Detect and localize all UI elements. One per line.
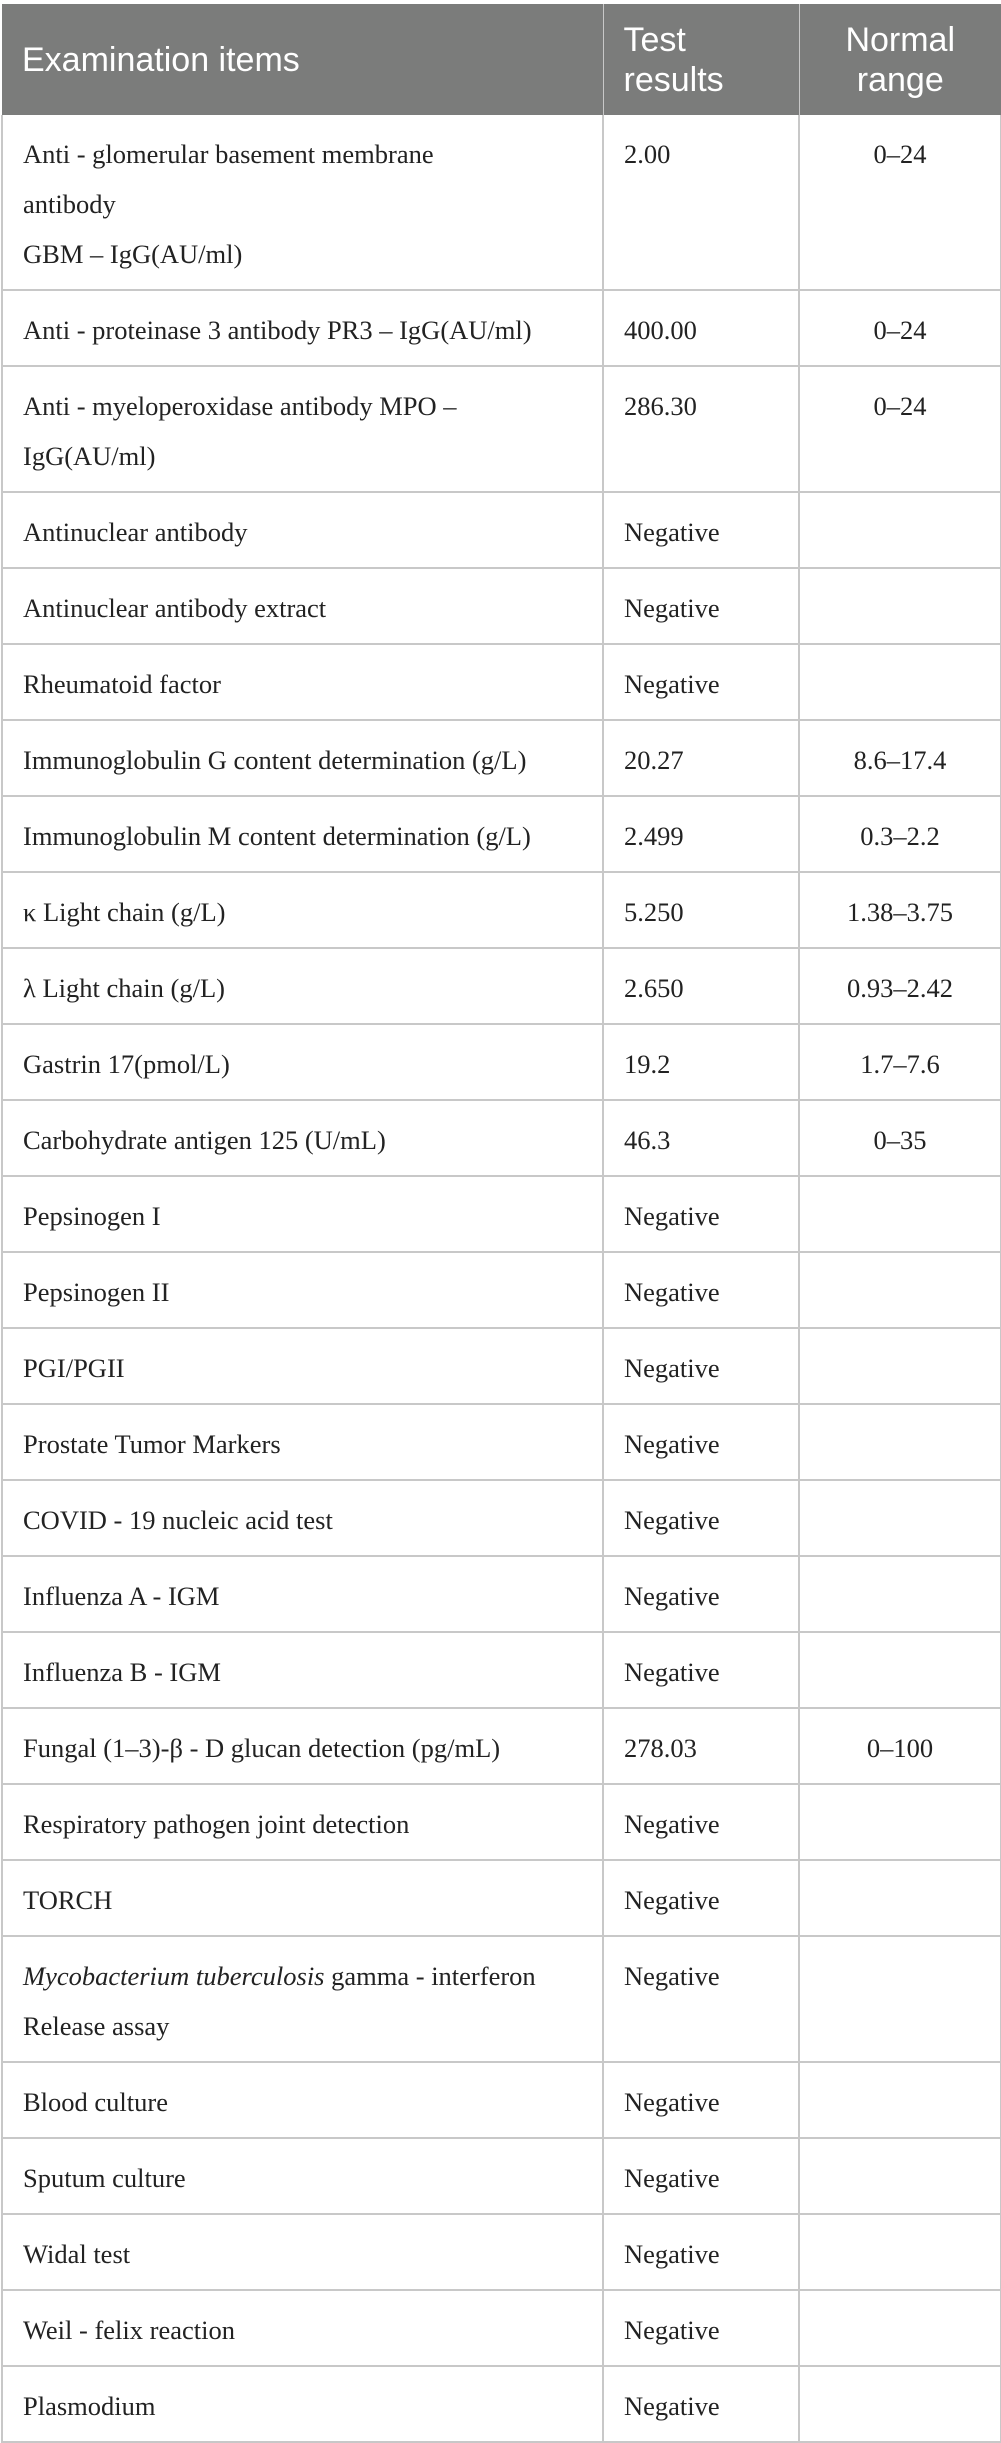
item-text-line: Plasmodium bbox=[23, 2391, 156, 2421]
cell-test-result: 286.30 bbox=[603, 366, 799, 492]
table-row bbox=[2, 492, 1001, 568]
cell-test-result: 2.00 bbox=[603, 115, 799, 290]
cell-test-result: Negative bbox=[603, 1556, 799, 1632]
cell-normal-range bbox=[799, 2290, 1001, 2366]
cell-normal-range bbox=[799, 644, 1001, 720]
header-row bbox=[2, 4, 1001, 115]
cell-test-result: 2.499 bbox=[603, 796, 799, 872]
item-text-line: IgG(AU/ml) bbox=[23, 441, 156, 471]
item-text-line: Influenza B - IGM bbox=[23, 1657, 221, 1687]
cell-normal-range: 0–100 bbox=[799, 1708, 1001, 1784]
cell-normal-range: 0.3–2.2 bbox=[799, 796, 1001, 872]
cell-test-result: 46.3 bbox=[603, 1100, 799, 1176]
cell-normal-range: 0–35 bbox=[799, 1100, 1001, 1176]
item-text-line: antibody bbox=[23, 189, 116, 219]
cell-normal-range bbox=[799, 1328, 1001, 1404]
item-text-line: Blood culture bbox=[23, 2087, 168, 2117]
item-text-line: Gastrin 17(pmol/L) bbox=[23, 1049, 230, 1079]
table-row bbox=[2, 720, 1001, 796]
table-row bbox=[2, 115, 1001, 290]
cell-examination-item bbox=[2, 1100, 603, 1176]
cell-normal-range bbox=[799, 1632, 1001, 1708]
item-text-line: Anti - myeloperoxidase antibody MPO – bbox=[23, 391, 457, 421]
table-row bbox=[2, 872, 1001, 948]
cell-test-result: 19.2 bbox=[603, 1024, 799, 1100]
cell-test-result: Negative bbox=[603, 1632, 799, 1708]
cell-normal-range bbox=[799, 2366, 1001, 2442]
table-row bbox=[2, 2138, 1001, 2214]
cell-normal-range bbox=[799, 1556, 1001, 1632]
cell-test-result: Negative bbox=[603, 2062, 799, 2138]
item-text-line: Pepsinogen II bbox=[23, 1277, 170, 1307]
cell-normal-range: 8.6–17.4 bbox=[799, 720, 1001, 796]
cell-test-result: Negative bbox=[603, 2290, 799, 2366]
item-text-line: Respiratory pathogen joint detection bbox=[23, 1809, 410, 1839]
cell-examination-item bbox=[2, 1404, 603, 1480]
item-text-line bbox=[23, 1951, 582, 2001]
item-text-line: Fungal (1–3)-β - D glucan detection (pg/mL) bbox=[23, 1733, 501, 1763]
item-text-line: λ Light chain (g/L) bbox=[23, 973, 225, 1003]
cell-test-result: 5.250 bbox=[603, 872, 799, 948]
cell-examination-item bbox=[2, 1176, 603, 1252]
cell-test-result: 278.03 bbox=[603, 1708, 799, 1784]
table-row bbox=[2, 1860, 1001, 1936]
header-range-line2: range bbox=[856, 60, 944, 99]
cell-normal-range bbox=[799, 1252, 1001, 1328]
item-text-line: Immunoglobulin G content determination (g/L) bbox=[23, 745, 527, 775]
header-examination-items bbox=[2, 4, 603, 115]
cell-normal-range bbox=[799, 2138, 1001, 2214]
cell-examination-item bbox=[2, 366, 603, 492]
cell-examination-item bbox=[2, 1556, 603, 1632]
table-row bbox=[2, 1328, 1001, 1404]
item-text-line: Antinuclear antibody bbox=[23, 517, 248, 547]
cell-test-result: Negative bbox=[603, 2138, 799, 2214]
table-row bbox=[2, 1480, 1001, 1556]
header-result-line2: results bbox=[623, 60, 724, 99]
item-text-line: Sputum culture bbox=[23, 2163, 186, 2193]
table-row bbox=[2, 568, 1001, 644]
table-row bbox=[2, 2062, 1001, 2138]
table-row bbox=[2, 644, 1001, 720]
cell-examination-item bbox=[2, 492, 603, 568]
header-item-text: Examination items bbox=[22, 40, 300, 79]
cell-normal-range: 0.93–2.42 bbox=[799, 948, 1001, 1024]
cell-test-result: Negative bbox=[603, 2214, 799, 2290]
table-row bbox=[2, 1404, 1001, 1480]
item-text-line: Anti - proteinase 3 antibody PR3 – IgG(AU/ml) bbox=[23, 315, 532, 345]
cell-normal-range bbox=[799, 2214, 1001, 2290]
cell-normal-range: 1.38–3.75 bbox=[799, 872, 1001, 948]
cell-examination-item bbox=[2, 290, 603, 366]
cell-examination-item bbox=[2, 644, 603, 720]
cell-normal-range: 1.7–7.6 bbox=[799, 1024, 1001, 1100]
cell-test-result: Negative bbox=[603, 1936, 799, 2062]
cell-examination-item bbox=[2, 2138, 603, 2214]
header-normal-range bbox=[799, 4, 1001, 115]
cell-test-result: Negative bbox=[603, 2366, 799, 2442]
cell-normal-range: 0–24 bbox=[799, 290, 1001, 366]
item-text-line: Prostate Tumor Markers bbox=[23, 1429, 281, 1459]
cell-normal-range bbox=[799, 1404, 1001, 1480]
cell-test-result: Negative bbox=[603, 492, 799, 568]
cell-examination-item bbox=[2, 1024, 603, 1100]
item-text-line: Antinuclear antibody extract bbox=[23, 593, 327, 623]
table-header bbox=[2, 4, 1001, 115]
cell-normal-range bbox=[799, 1860, 1001, 1936]
cell-examination-item bbox=[2, 1860, 603, 1936]
table-row bbox=[2, 1556, 1001, 1632]
item-text-line: COVID - 19 nucleic acid test bbox=[23, 1505, 333, 1535]
header-result-line1: Test bbox=[623, 20, 686, 59]
table-row bbox=[2, 1024, 1001, 1100]
item-text-line: TORCH bbox=[23, 1885, 113, 1915]
cell-normal-range bbox=[799, 568, 1001, 644]
item-text-line: Weil - felix reaction bbox=[23, 2315, 235, 2345]
cell-test-result: Negative bbox=[603, 1404, 799, 1480]
cell-normal-range bbox=[799, 1784, 1001, 1860]
table-row bbox=[2, 1784, 1001, 1860]
cell-test-result: Negative bbox=[603, 1252, 799, 1328]
cell-normal-range bbox=[799, 1480, 1001, 1556]
cell-examination-item bbox=[2, 872, 603, 948]
item-text-line: Release assay bbox=[23, 2011, 170, 2041]
table-body bbox=[2, 115, 1001, 2442]
cell-test-result: Negative bbox=[603, 1176, 799, 1252]
table-row bbox=[2, 948, 1001, 1024]
cell-test-result: Negative bbox=[603, 1784, 799, 1860]
table-row bbox=[2, 796, 1001, 872]
table-row bbox=[2, 2290, 1001, 2366]
cell-examination-item bbox=[2, 720, 603, 796]
cell-examination-item bbox=[2, 568, 603, 644]
table-row bbox=[2, 290, 1001, 366]
header-test-results bbox=[603, 4, 799, 115]
cell-normal-range bbox=[799, 1176, 1001, 1252]
cell-examination-item bbox=[2, 1480, 603, 1556]
cell-test-result: 2.650 bbox=[603, 948, 799, 1024]
item-text-line: Pepsinogen I bbox=[23, 1201, 161, 1231]
cell-examination-item bbox=[2, 1252, 603, 1328]
cell-examination-item bbox=[2, 1936, 603, 2062]
cell-test-result: Negative bbox=[603, 644, 799, 720]
cell-normal-range bbox=[799, 2062, 1001, 2138]
cell-examination-item bbox=[2, 1708, 603, 1784]
cell-test-result: 400.00 bbox=[603, 290, 799, 366]
table-row bbox=[2, 1632, 1001, 1708]
cell-normal-range bbox=[799, 1936, 1001, 2062]
table-row bbox=[2, 1100, 1001, 1176]
cell-examination-item bbox=[2, 1784, 603, 1860]
cell-examination-item bbox=[2, 2290, 603, 2366]
item-text-line: GBM – IgG(AU/ml) bbox=[23, 239, 243, 269]
table-row bbox=[2, 1936, 1001, 2062]
cell-examination-item bbox=[2, 796, 603, 872]
cell-examination-item bbox=[2, 2214, 603, 2290]
cell-examination-item bbox=[2, 1328, 603, 1404]
cell-test-result: Negative bbox=[603, 1480, 799, 1556]
cell-examination-item bbox=[2, 2366, 603, 2442]
item-text-rest: gamma - interferon bbox=[324, 1961, 536, 1991]
table-row bbox=[2, 1708, 1001, 1784]
cell-test-result: Negative bbox=[603, 1860, 799, 1936]
item-text-line: PGI/PGII bbox=[23, 1353, 125, 1383]
item-text-line: Anti - glomerular basement membrane bbox=[23, 139, 434, 169]
item-text-line: Widal test bbox=[23, 2239, 131, 2269]
cell-examination-item bbox=[2, 115, 603, 290]
item-text-line: Rheumatoid factor bbox=[23, 669, 221, 699]
cell-normal-range bbox=[799, 492, 1001, 568]
cell-examination-item bbox=[2, 2062, 603, 2138]
item-text-line: κ Light chain (g/L) bbox=[23, 897, 226, 927]
item-text-line: Influenza A - IGM bbox=[23, 1581, 220, 1611]
item-text-line: Carbohydrate antigen 125 (U/mL) bbox=[23, 1125, 386, 1155]
cell-normal-range: 0–24 bbox=[799, 366, 1001, 492]
table-row bbox=[2, 2366, 1001, 2442]
table-row bbox=[2, 366, 1001, 492]
item-italic-text: Mycobacterium tuberculosis bbox=[23, 1961, 325, 1991]
cell-normal-range: 0–24 bbox=[799, 115, 1001, 290]
table-row bbox=[2, 1176, 1001, 1252]
examination-results-table bbox=[1, 4, 1001, 2443]
cell-examination-item bbox=[2, 1632, 603, 1708]
header-range-line1: Normal bbox=[845, 20, 956, 59]
table-row bbox=[2, 2214, 1001, 2290]
cell-test-result: Negative bbox=[603, 1328, 799, 1404]
table-row bbox=[2, 1252, 1001, 1328]
cell-test-result: 20.27 bbox=[603, 720, 799, 796]
item-text-line: Immunoglobulin M content determination (g/L) bbox=[23, 821, 531, 851]
cell-test-result: Negative bbox=[603, 568, 799, 644]
cell-examination-item bbox=[2, 948, 603, 1024]
